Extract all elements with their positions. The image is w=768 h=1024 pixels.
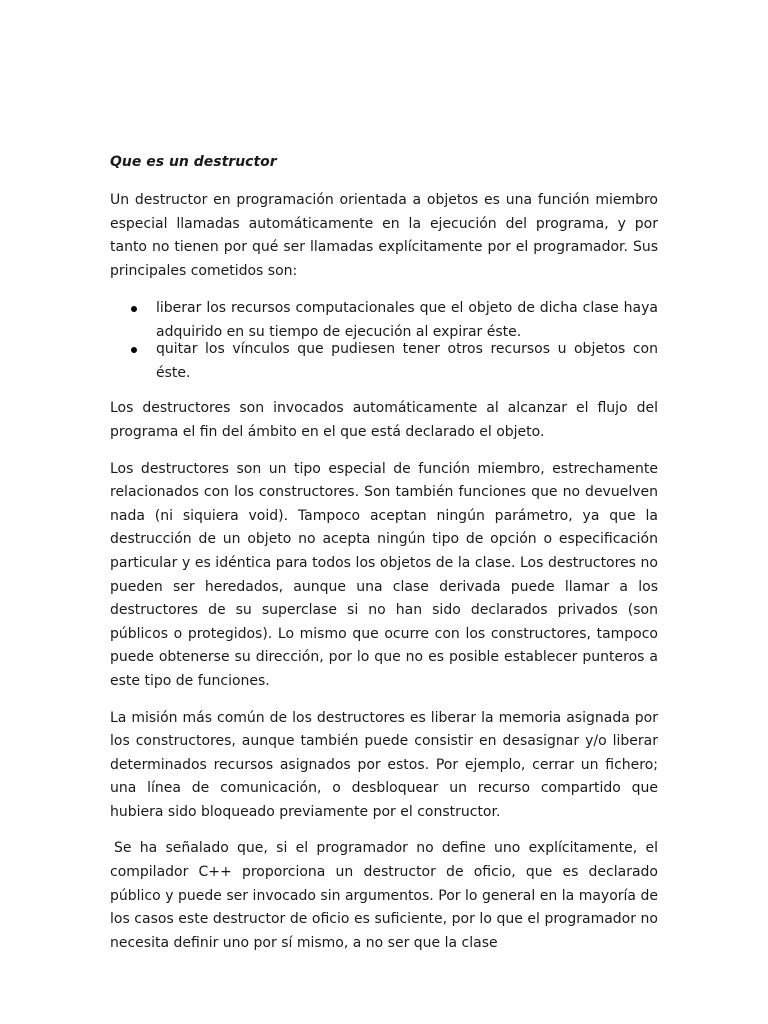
body-paragraph: Los destructores son un tipo especial de función miembro, estrechamente relacionados con los constructores. Son también funciones que no devuelven nada (ni siquiera void). Tampoco aceptan ningún parámetro, ya que la destrucción de un objeto no acepta ningún tipo de opción o especificación particular y es idéntica para todos los objetos de la clase. Los destructores no pueden ser heredados, aunque una clase derivada puede llamar a los destructores de su superclase si no han sido declarados privados (son públicos o protegidos). Lo mismo que ocurre con los constructores, tampoco puede obtenerse su dirección, por lo que no es posible establecer punteros a este tipo de funciones. (110, 460, 658, 689)
intro-paragraph: Un destructor en programación orientada a objetos es una función miembro especial llamadas automáticamente en la ejecución del programa, y por tanto no tienen por qué ser llamadas explícitamente por el programador. Sus principales cometidos son: (110, 192, 658, 279)
bullet-text: liberar los recursos computacionales que el objeto de dicha clase haya adquirido en su tiempo de ejecución al expirar éste. (156, 300, 658, 341)
bullet-list (110, 296, 658, 385)
body-paragraph: Los destructores son invocados automáticamente al alcanzar el flujo del programa el fin del ámbito en el que está declarado el objeto. (110, 400, 658, 440)
bullet-text: quitar los vínculos que pudiesen tener otros recursos u objetos con éste. (156, 341, 658, 382)
body-paragraph: La misión más común de los destructores es liberar la memoria asignada por los constructores, aunque también puede consistir en desasignar y/o liberar determinados recursos asignados por estos. Por ejemplo, cerrar un fichero; una línea de comunicación, o desbloquear un recurso compartido que hubiera sido bloqueado previamente por el constructor. (110, 709, 658, 820)
body-paragraph: Se ha señalado que, si el programador no define uno explícitamente, el compilador C++ proporciona un destructor de oficio, que es declarado público y puede ser invocado sin argumentos. Por lo general en la mayoría de los casos este destructor de oficio es suficiente, por lo que el programador no necesita definir uno por sí mismo, a no ser que la clase (110, 840, 658, 951)
document-title: Que es un destructor (110, 154, 277, 170)
bullet-icon (131, 347, 137, 353)
bullet-icon (131, 306, 137, 312)
document-page (110, 150, 658, 968)
bullet-item (110, 337, 658, 385)
